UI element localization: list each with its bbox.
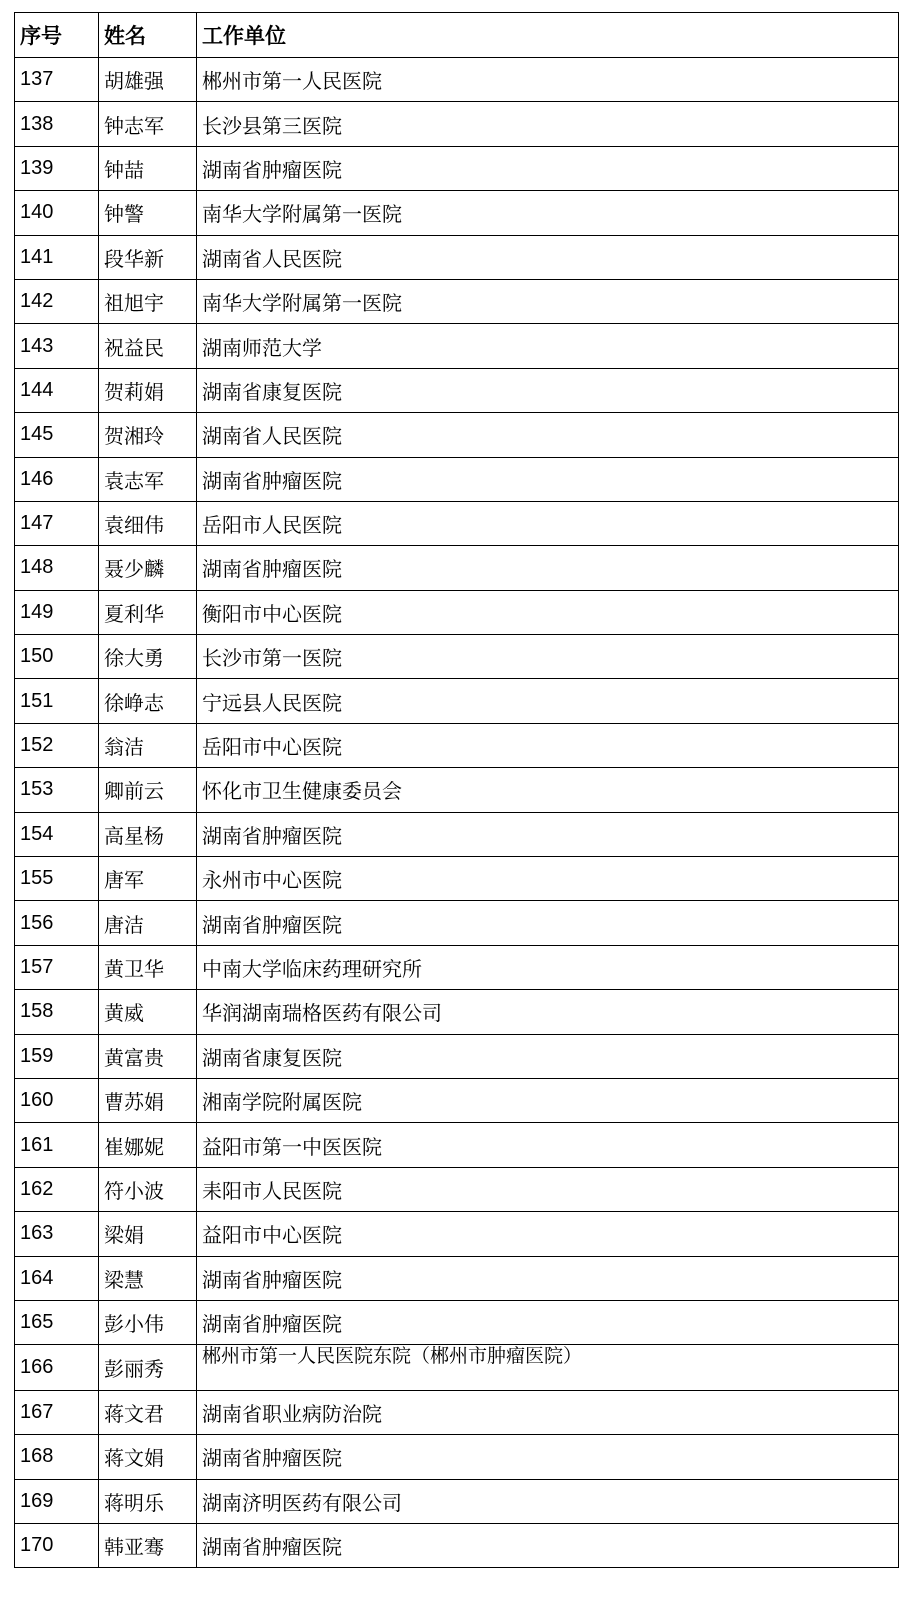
table-row (15, 368, 899, 412)
table-row (15, 1479, 899, 1523)
row-unit-cell: 湖南省肿瘤医院 (197, 546, 899, 590)
table-row (15, 901, 899, 945)
row-name-cell: 聂少麟 (99, 546, 197, 590)
row-unit-cell: 湖南省肿瘤医院 (197, 1435, 899, 1479)
row-name-cell: 胡雄强 (99, 58, 197, 102)
row-unit-cell: 湖南省职业病防治院 (197, 1390, 899, 1434)
row-unit-cell: 郴州市第一人民医院 (197, 58, 899, 102)
table-row (15, 1167, 899, 1211)
row-index-cell: 144 (15, 368, 99, 412)
row-name-cell: 钟喆 (99, 146, 197, 190)
row-index-cell: 152 (15, 723, 99, 767)
table-row (15, 279, 899, 323)
table-row (15, 635, 899, 679)
row-index-cell: 166 (15, 1345, 99, 1390)
row-name-cell: 钟警 (99, 191, 197, 235)
row-unit-cell: 湖南省肿瘤医院 (197, 457, 899, 501)
header-index: 序号 (15, 13, 99, 58)
row-index-cell: 153 (15, 768, 99, 812)
row-name-cell: 彭丽秀 (99, 1345, 197, 1390)
header-row (15, 13, 899, 58)
row-unit-cell: 岳阳市人民医院 (197, 501, 899, 545)
row-index-cell: 156 (15, 901, 99, 945)
row-index-cell: 138 (15, 102, 99, 146)
row-name-cell: 唐洁 (99, 901, 197, 945)
row-name-cell: 钟志军 (99, 102, 197, 146)
row-name-cell: 唐军 (99, 857, 197, 901)
table-row (15, 1256, 899, 1300)
row-unit-cell: 南华大学附属第一医院 (197, 191, 899, 235)
row-index-cell: 140 (15, 191, 99, 235)
row-index-cell: 168 (15, 1435, 99, 1479)
row-unit-cell: 岳阳市中心医院 (197, 723, 899, 767)
row-index-cell: 164 (15, 1256, 99, 1300)
table-row (15, 679, 899, 723)
row-name-cell: 符小波 (99, 1167, 197, 1211)
row-name-cell: 祖旭宇 (99, 279, 197, 323)
row-unit-cell: 耒阳市人民医院 (197, 1167, 899, 1211)
table-row (15, 590, 899, 634)
row-index-cell: 165 (15, 1300, 99, 1344)
row-unit-cell: 南华大学附属第一医院 (197, 279, 899, 323)
row-name-cell: 徐峥志 (99, 679, 197, 723)
row-index-cell: 137 (15, 58, 99, 102)
row-name-cell: 梁慧 (99, 1256, 197, 1300)
row-index-cell: 162 (15, 1167, 99, 1211)
row-name-cell: 蒋明乐 (99, 1479, 197, 1523)
row-name-cell: 曹苏娟 (99, 1078, 197, 1122)
row-unit-cell: 华润湖南瑞格医药有限公司 (197, 990, 899, 1034)
table-header (15, 13, 899, 58)
row-index-cell: 154 (15, 812, 99, 856)
row-name-cell: 贺莉娟 (99, 368, 197, 412)
row-index-cell: 151 (15, 679, 99, 723)
row-index-cell: 159 (15, 1034, 99, 1078)
row-index-cell: 155 (15, 857, 99, 901)
row-unit-cell: 湖南省肿瘤医院 (197, 1300, 899, 1344)
table-row (15, 1390, 899, 1434)
row-name-cell: 袁细伟 (99, 501, 197, 545)
row-index-cell: 160 (15, 1078, 99, 1122)
row-name-cell: 翁洁 (99, 723, 197, 767)
row-unit-cell: 湖南济明医药有限公司 (197, 1479, 899, 1523)
row-index-cell: 169 (15, 1479, 99, 1523)
row-name-cell: 祝益民 (99, 324, 197, 368)
row-unit-cell: 永州市中心医院 (197, 857, 899, 901)
row-index-cell: 158 (15, 990, 99, 1034)
header-unit: 工作单位 (197, 13, 899, 58)
table-row (15, 1078, 899, 1122)
row-name-cell: 崔娜妮 (99, 1123, 197, 1167)
table-row (15, 413, 899, 457)
row-index-cell: 147 (15, 501, 99, 545)
row-index-cell: 170 (15, 1523, 99, 1567)
row-name-cell: 卿前云 (99, 768, 197, 812)
row-name-cell: 蒋文君 (99, 1390, 197, 1434)
row-unit-cell: 衡阳市中心医院 (197, 590, 899, 634)
table-row (15, 1034, 899, 1078)
table-row (15, 768, 899, 812)
row-name-cell: 贺湘玲 (99, 413, 197, 457)
table-row (15, 990, 899, 1034)
personnel-table (14, 12, 899, 1568)
table-row (15, 501, 899, 545)
row-index-cell: 142 (15, 279, 99, 323)
table-row (15, 1523, 899, 1567)
row-name-cell: 黄富贵 (99, 1034, 197, 1078)
row-index-cell: 163 (15, 1212, 99, 1256)
table-row (15, 191, 899, 235)
row-name-cell: 梁娟 (99, 1212, 197, 1256)
table-row (15, 1300, 899, 1344)
table-row (15, 546, 899, 590)
row-unit-cell: 湖南省肿瘤医院 (197, 901, 899, 945)
row-unit-cell: 怀化市卫生健康委员会 (197, 768, 899, 812)
row-index-cell: 139 (15, 146, 99, 190)
row-name-cell: 彭小伟 (99, 1300, 197, 1344)
table-row (15, 146, 899, 190)
table-row (15, 945, 899, 989)
row-unit-cell: 湖南省人民医院 (197, 235, 899, 279)
row-index-cell: 145 (15, 413, 99, 457)
row-name-cell: 黄威 (99, 990, 197, 1034)
row-name-cell: 高星杨 (99, 812, 197, 856)
row-index-cell: 161 (15, 1123, 99, 1167)
row-name-cell: 蒋文娟 (99, 1435, 197, 1479)
row-index-cell: 148 (15, 546, 99, 590)
row-unit-cell: 湖南省肿瘤医院 (197, 146, 899, 190)
row-unit-cell: 长沙市第一医院 (197, 635, 899, 679)
row-index-cell: 167 (15, 1390, 99, 1434)
row-name-cell: 段华新 (99, 235, 197, 279)
row-unit-cell: 湖南省肿瘤医院 (197, 812, 899, 856)
row-name-cell: 韩亚骞 (99, 1523, 197, 1567)
row-unit-cell: 长沙县第三医院 (197, 102, 899, 146)
table-row (15, 457, 899, 501)
table-row (15, 324, 899, 368)
table-row (15, 812, 899, 856)
table-row (15, 235, 899, 279)
row-unit-cell: 湘南学院附属医院 (197, 1078, 899, 1122)
row-index-cell: 157 (15, 945, 99, 989)
row-unit-cell: 益阳市第一中医医院 (197, 1123, 899, 1167)
row-unit-cell: 湖南师范大学 (197, 324, 899, 368)
row-unit-cell: 郴州市第一人民医院东院（郴州市肿瘤医院） (197, 1345, 899, 1390)
table-row (15, 58, 899, 102)
row-index-cell: 150 (15, 635, 99, 679)
row-name-cell: 徐大勇 (99, 635, 197, 679)
table-row (15, 1123, 899, 1167)
row-name-cell: 袁志军 (99, 457, 197, 501)
row-unit-cell: 湖南省康复医院 (197, 1034, 899, 1078)
row-index-cell: 149 (15, 590, 99, 634)
table-row (15, 1212, 899, 1256)
table-row (15, 1345, 899, 1390)
row-unit-cell: 中南大学临床药理研究所 (197, 945, 899, 989)
row-unit-cell: 益阳市中心医院 (197, 1212, 899, 1256)
row-index-cell: 146 (15, 457, 99, 501)
row-unit-cell: 湖南省康复医院 (197, 368, 899, 412)
row-index-cell: 143 (15, 324, 99, 368)
row-name-cell: 夏利华 (99, 590, 197, 634)
header-name: 姓名 (99, 13, 197, 58)
table-row (15, 723, 899, 767)
table-body (15, 58, 899, 1568)
row-unit-cell: 湖南省肿瘤医院 (197, 1256, 899, 1300)
row-unit-cell: 湖南省人民医院 (197, 413, 899, 457)
row-index-cell: 141 (15, 235, 99, 279)
table-row (15, 857, 899, 901)
table-row (15, 1435, 899, 1479)
row-unit-cell: 湖南省肿瘤医院 (197, 1523, 899, 1567)
row-name-cell: 黄卫华 (99, 945, 197, 989)
row-unit-cell: 宁远县人民医院 (197, 679, 899, 723)
table-row (15, 102, 899, 146)
